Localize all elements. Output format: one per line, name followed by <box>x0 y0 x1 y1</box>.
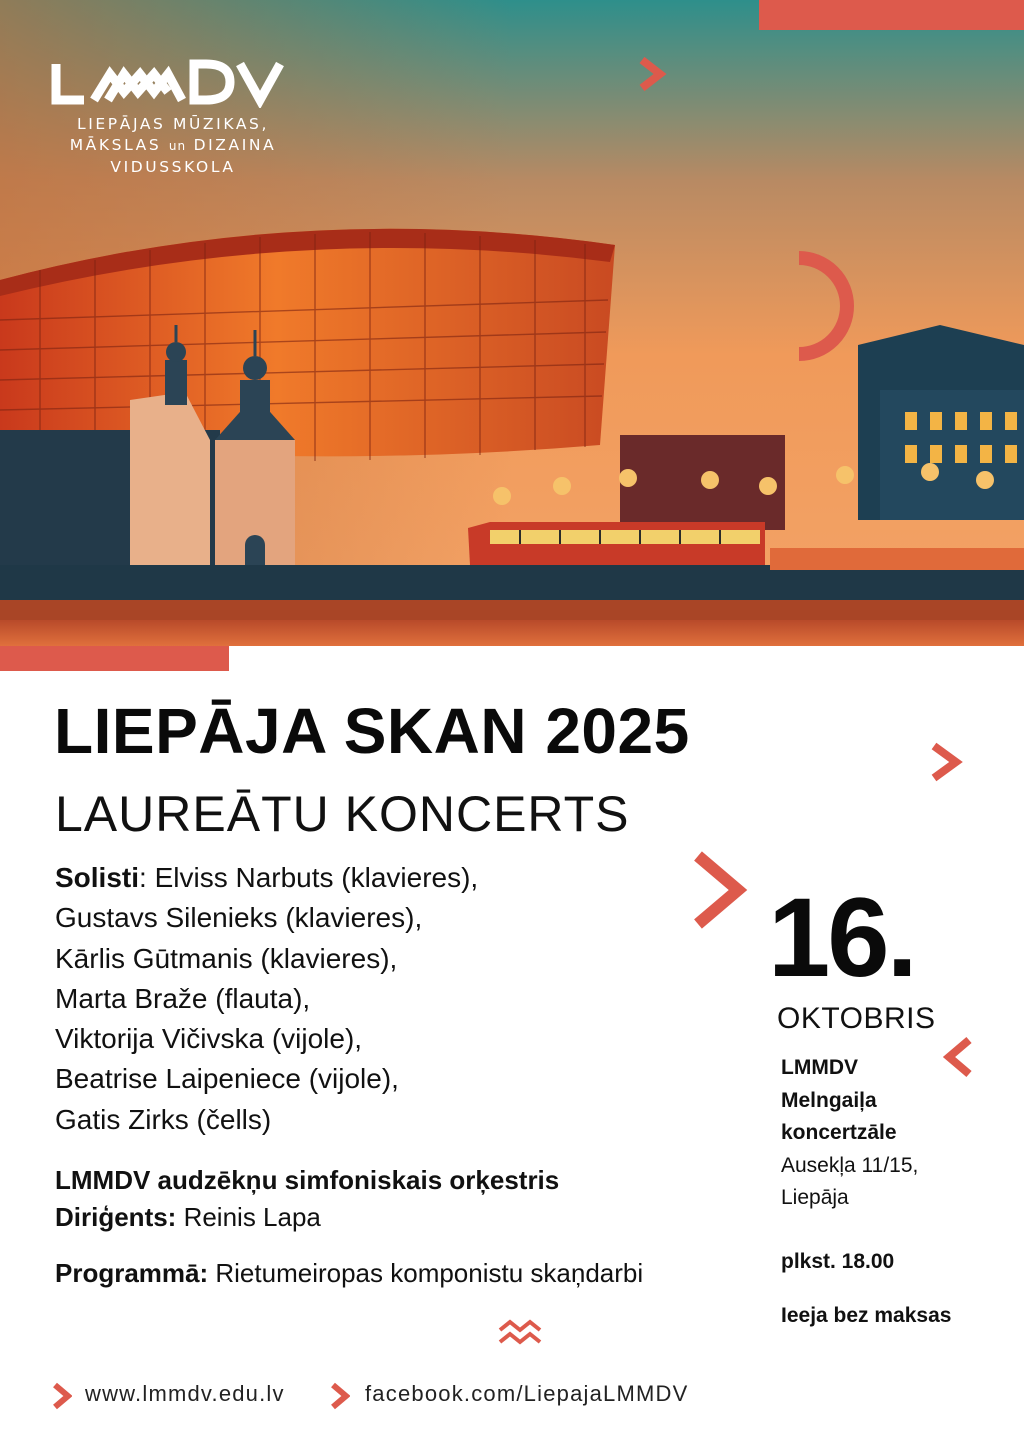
wave-icon <box>498 1318 542 1346</box>
chevron-right-icon <box>52 1382 72 1410</box>
chevron-right-icon <box>692 850 748 930</box>
logo-tagline-line2 <box>48 135 298 157</box>
conductor-label: Diriģents: <box>55 1202 177 1232</box>
chevron-right-icon <box>638 56 668 92</box>
soloist-name: Gatis Zirks (čells) <box>55 1103 272 1135</box>
event-subtitle: LAUREĀTU KONCERTS <box>55 786 630 842</box>
venue-name-line: LMMDV <box>781 1056 858 1079</box>
logo-tagline-line1: LIEPĀJAS MŪZIKAS, <box>77 115 269 133</box>
soloist-name: Beatrise Laipeniece (vijole), <box>55 1063 399 1095</box>
soloist-name: Gustavs Silenieks (klavieres), <box>55 902 423 934</box>
chevron-left-icon <box>943 1036 975 1078</box>
logo-tagline-word: DIZAINA <box>193 136 277 154</box>
soloist-name: Marta Braže (flauta), <box>55 982 311 1014</box>
logo-tagline-line3: VIDUSSKOLA <box>110 158 236 176</box>
hero-illustration <box>0 0 1024 646</box>
event-day: 16. <box>768 875 915 1000</box>
venue-name-line: koncertzāle <box>781 1121 897 1144</box>
soloist-name: Kārlis Gūtmanis (klavieres), <box>55 942 398 974</box>
program-text: Rietumeiropas komponistu skaņdarbi <box>208 1258 644 1288</box>
logo-tagline-word: un <box>168 139 187 153</box>
soloists-list <box>55 858 478 1140</box>
conductor-name: Reinis Lapa <box>176 1202 321 1232</box>
orchestra-name: LMMDV audzēkņu simfoniskais orķestris <box>55 1165 560 1195</box>
event-time: plkst. 18.00 <box>781 1250 895 1273</box>
logo-tagline-word: MĀKSLAS <box>69 136 162 154</box>
chevron-right-icon <box>930 742 964 782</box>
soloists-first-line <box>55 858 478 898</box>
program-label: Programmā: <box>55 1258 209 1288</box>
school-logo <box>48 58 298 178</box>
accent-strip <box>0 646 229 671</box>
website-link[interactable]: www.lmmdv.edu.lv <box>85 1381 285 1406</box>
venue-address-line: Ausekļa 11/15, <box>781 1153 919 1177</box>
logo-tagline <box>48 114 298 178</box>
event-month: OKTOBRIS <box>777 1002 936 1035</box>
program-line <box>55 1258 643 1289</box>
orchestra-block <box>55 1162 559 1236</box>
venue-name-line: Melngaiļa <box>781 1088 877 1112</box>
venue-city: Liepāja <box>781 1186 849 1209</box>
conductor-line <box>55 1199 559 1236</box>
chevron-right-icon <box>330 1382 350 1410</box>
lmmdv-logo-mark <box>48 58 288 108</box>
entry-info: Ieeja bez maksas <box>781 1304 952 1327</box>
soloist-name: Viktorija Vičivska (vijole), <box>55 1023 363 1055</box>
soloists-label: Solisti <box>55 862 140 893</box>
facebook-link[interactable]: facebook.com/LiepajaLMMDV <box>365 1381 689 1406</box>
top-accent-bar <box>759 0 1024 30</box>
event-title: LIEPĀJA SKAN 2025 <box>54 695 690 767</box>
arc-icon <box>797 250 867 362</box>
soloist-name: : Elviss Narbuts (klavieres), <box>139 862 479 893</box>
venue-block <box>781 1052 918 1215</box>
